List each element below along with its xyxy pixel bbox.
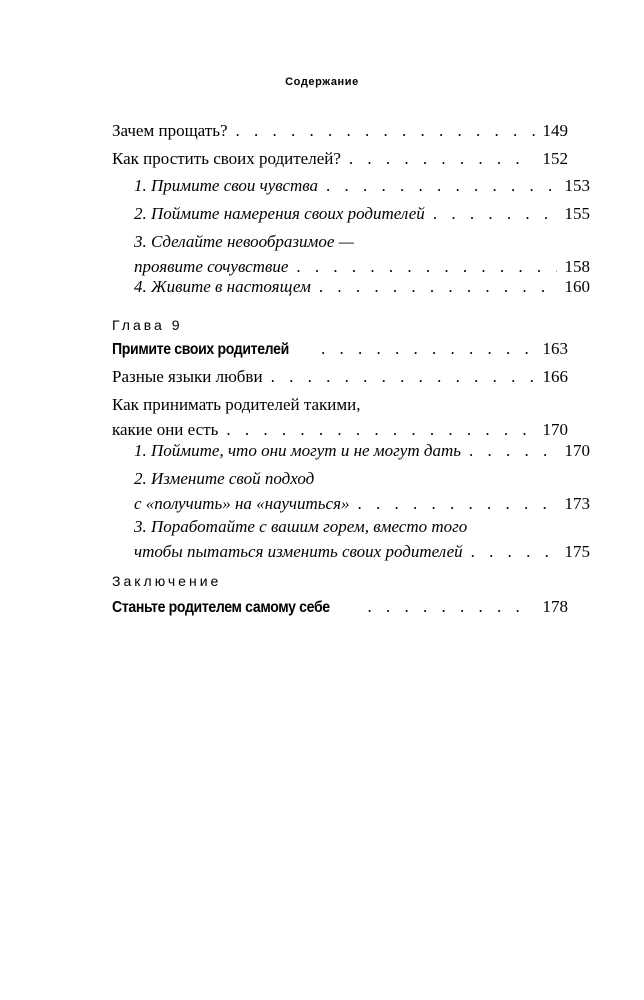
toc-entry-title: 1. Поймите, что они могут и не могут дать — [134, 441, 461, 460]
toc-entry-title: 1. Примите свои чувства — [134, 176, 319, 195]
leader-dots — [367, 594, 534, 619]
toc-entry[interactable] — [112, 146, 568, 171]
toc-subentry[interactable] — [112, 466, 590, 516]
toc-subentry[interactable] — [112, 229, 590, 279]
conclusion-label: Заключение — [112, 573, 222, 589]
leader-dots — [236, 118, 535, 143]
toc-entry-title: чтобы пытаться изменить своих родителей — [134, 542, 463, 561]
leader-dots — [321, 336, 535, 361]
toc-entry[interactable] — [112, 392, 568, 442]
toc-entry-page: 160 — [564, 277, 590, 296]
toc-entry-title: с «получить» на «научиться» — [134, 494, 350, 513]
leader-dots — [433, 201, 557, 226]
toc-subentry[interactable] — [112, 274, 590, 299]
toc-entry-title: Станьте родителем самому себе — [112, 599, 330, 616]
leader-dots — [469, 438, 557, 463]
toc-entry-title: 4. Живите в настоящем — [134, 277, 311, 296]
toc-entry-title: Зачем прощать? — [112, 121, 228, 140]
toc-entry-page: 155 — [564, 204, 590, 223]
toc-entry-page: 173 — [564, 494, 590, 513]
toc-entry-title-line1: Как принимать родителей такими, — [112, 395, 361, 414]
toc-entry-title-line1: 3. Поработайте с вашим горем, вместо того — [134, 517, 468, 536]
toc-entry-page: 149 — [542, 121, 568, 140]
toc-subentry[interactable] — [112, 514, 590, 564]
toc-subentry[interactable] — [112, 173, 590, 198]
toc-entry-page: 153 — [564, 176, 590, 195]
leader-dots — [271, 364, 535, 389]
toc-entry[interactable] — [112, 364, 568, 389]
toc-entry-title: Разные языки любви — [112, 367, 263, 386]
toc-subentry[interactable] — [112, 438, 590, 463]
toc-entry-page: 152 — [542, 149, 568, 168]
toc-entry-title-line1: 2. Измените свой подход — [134, 469, 315, 488]
toc-entry-title-line1: 3. Сделайте невообразимое — — [134, 232, 354, 251]
toc-entry-page: 178 — [542, 597, 568, 616]
leader-dots — [349, 146, 535, 171]
toc-chapter-entry[interactable] — [112, 594, 568, 620]
chapter-label: Глава 9 — [112, 317, 183, 333]
page-title: Содержание — [285, 76, 359, 88]
toc-entry-page: 170 — [542, 420, 568, 439]
toc-entry-title: Как простить своих родителей? — [112, 149, 341, 168]
toc-entry-title: какие они есть — [112, 420, 219, 439]
toc-entry-title: 2. Поймите намерения своих родителей — [134, 204, 425, 223]
toc-entry-title: проявите сочувствие — [134, 257, 289, 276]
leader-dots — [326, 173, 556, 198]
toc-entry-page: 158 — [564, 257, 590, 276]
toc-entry-page: 175 — [564, 542, 590, 561]
toc-entry[interactable] — [112, 118, 568, 143]
leader-dots — [471, 539, 557, 564]
toc-entry-page: 163 — [542, 339, 568, 358]
toc-subentry[interactable] — [112, 201, 590, 226]
leader-dots — [319, 274, 557, 299]
toc-entry-title: Примите своих родителей — [112, 341, 289, 358]
toc-chapter-entry[interactable] — [112, 336, 568, 362]
toc-entry-page: 166 — [542, 367, 568, 386]
toc-entry-page: 170 — [564, 441, 590, 460]
leader-dots — [358, 491, 557, 516]
